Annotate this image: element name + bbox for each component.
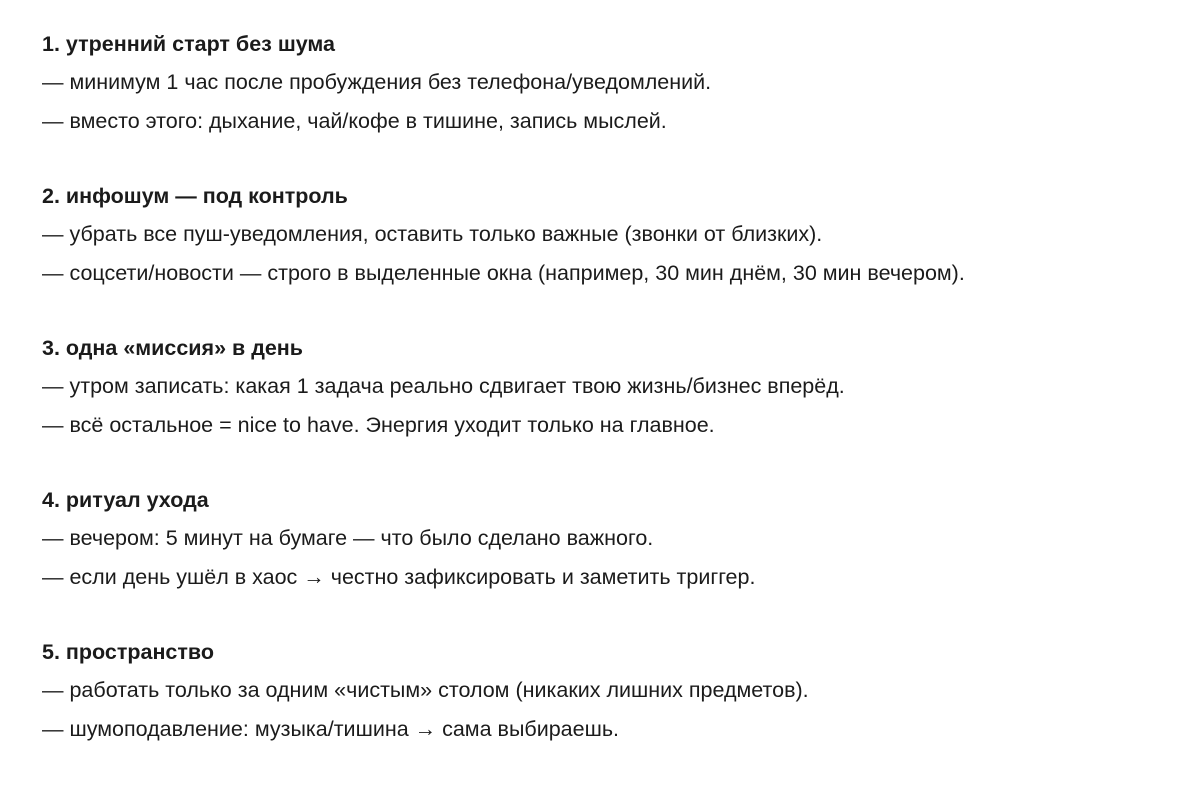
section-title: 4. ритуал ухода [42,488,209,512]
section-line: — шумоподавление: музыка/тишина → сама выбираешь. [42,717,620,741]
section-line: — вечером: 5 минут на бумаге — что было сделано важного. [42,526,654,550]
section-title: 5. пространство [42,640,214,664]
section-line: — убрать все пуш-уведомления, оставить только важные (звонки от близких). [42,222,823,246]
section-line: — если день ушёл в хаос → честно зафиксировать и заметить триггер. [42,565,756,589]
section-line: — минимум 1 час после пробуждения без телефона/уведомлений. [42,70,712,94]
section-4 [42,481,1200,597]
section-line: — вместо этого: дыхание, чай/кофе в тишине, запись мыслей. [42,109,667,133]
section-3 [42,329,1200,445]
section-1 [42,25,1200,141]
section-line: — соцсети/новости — строго в выделенные окна (например, 30 мин днём, 30 мин вечером). [42,261,965,285]
section-line: — всё остальное = nice to have. Энергия уходит только на главное. [42,413,715,437]
section-line: — работать только за одним «чистым» столом (никаких лишних предметов). [42,678,809,702]
section-title: 1. утренний старт без шума [42,32,335,56]
section-title: 2. инфошум — под контроль [42,184,348,208]
section-2 [42,177,1200,293]
section-title: 3. одна «миссия» в день [42,336,304,360]
section-5 [42,633,1200,749]
section-line: — утром записать: какая 1 задача реально сдвигает твою жизнь/бизнес вперёд. [42,374,845,398]
